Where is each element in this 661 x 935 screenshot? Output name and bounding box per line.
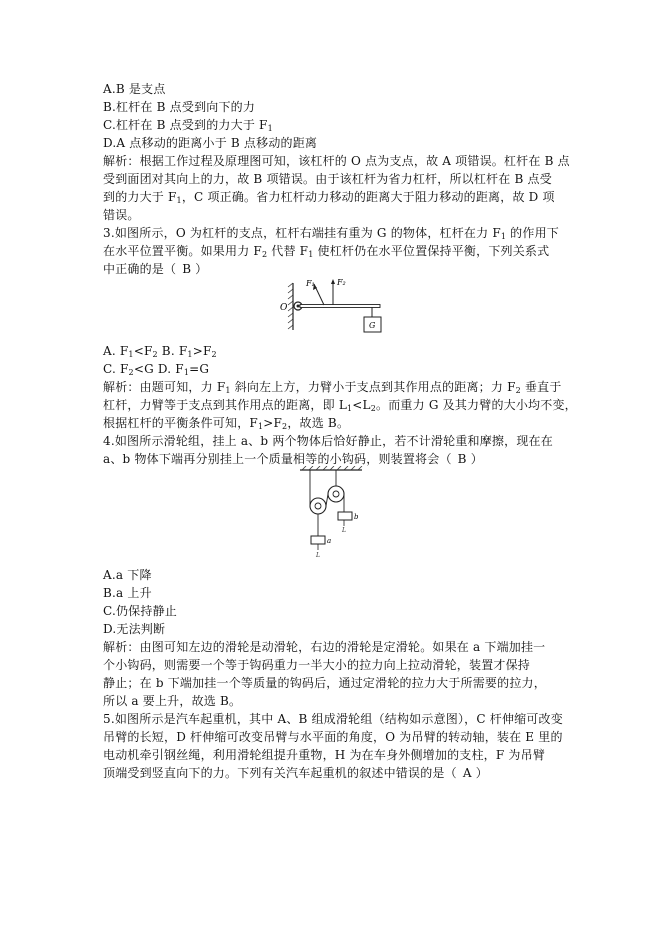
q5-answer: A [462,766,472,780]
q2-option-b: B.杠杆在 B 点受到向下的力 [103,100,256,114]
pivot-label: O [280,303,288,313]
q5-stem-line-2: 吊臂的长短，D 杆伸缩可改变吊臂与水平面的角度，O 为吊臂的转动轴，装在 E 里的 [103,730,563,744]
q3-options-cd: C. $F_2<G$ D. $F_1=G$ [103,362,210,377]
question-3-block [103,342,577,432]
weight-label: G [369,321,376,330]
q4-stem-line-2: a、b 物体下端再分别挂上一个质量相等的小钩码，则装置将会（ B ） [103,452,483,466]
q5-stem-line-4: 顶端受到竖直向下的力。下列有关汽车起重机的叙述中错误的是（ A ） [103,766,488,780]
q2-option-a: A.B 是支点 [103,82,166,96]
q4-option-a: A.a 下降 [103,568,152,582]
question-2-block [103,80,573,224]
weight-b-label: b [354,513,359,521]
svg-text:L: L [342,527,346,534]
question-5-stem [103,710,573,782]
q4-stem-line-1: 4.如图所示滑轮组，挂上 a、b 两个物体后恰好静止，若不计滑轮重和摩擦，现在在 [103,434,553,448]
q3-stem-line-3: 中正确的是（ B ） [103,262,208,276]
q3-analysis-line-2: 杠杆，力臂等于支点到其作用点的距离，即 $L_1<L_2$。而重力 G 及其力臂的大小均不变， [103,398,577,413]
weight-a-box [311,536,325,544]
q2-analysis-line-1: 解析：根据工作过程及原理图可知，该杠杆的 O 点为支点，故 A 项错误。杠杆在 B 点 [103,154,570,168]
q2-analysis-line-4: 错误。 [103,208,140,222]
q3-options-ab: A. $F_1<F_2$ B. $F_1>F_2$ [103,344,217,359]
q3-analysis-line-1: 解析：由题可知，力 $F_1$ 斜向左上方，力臂小于支点到其作用点的距离；力 $F_2$ 垂直于 [103,380,562,395]
q4-analysis-line-2: 个小钩码，则需要一个等于钩码重力一半大小的拉力向上拉动滑轮，装置才保持 [103,658,531,672]
f1-label: F₁ [306,279,315,288]
q4-option-b: B.a 上升 [103,586,152,600]
q3-stem-line-1: 3.如图所示，O 为杠杆的支点，杠杆右端挂有重为 G 的物体，杠杆在力 $F_1$ 的作用下 [103,226,559,241]
q2-analysis-line-2: 受到面团对其向上的力，故 B 项错误。由于该杠杆为省力杠杆，所以杠杆在 B 点受 [103,172,552,186]
q4-answer: B [457,452,467,466]
q5-stem-line-3: 电动机牵引钢丝绳，利用滑轮组提升重物，H 为在车身外侧增加的支柱，F 为吊臂 [103,748,546,762]
q4-option-c: C.仍保持静止 [103,604,177,618]
question-4-stem [103,432,573,468]
wall-hatching [288,283,293,329]
ceiling-hatching [302,466,362,470]
q2-analysis-line-3: 到的力大于 $F_1$，C 项正确。省力杠杆动力移动的距离大于阻力移动的距离，故 D 项 [103,190,555,205]
pulley-figure [296,466,366,562]
weight-a-label: a [327,537,332,545]
q5-stem-line-1: 5.如图所示是汽车起重机，其中 A、B 组成滑轮组（结构如示意图），C 杆伸缩可改变 [103,712,563,726]
q4-option-d: D.无法判断 [103,622,166,636]
q2-option-c: C.杠杆在 B 点受到的力大于 $F_1$ [103,118,273,133]
lever-figure [278,275,393,335]
q3-analysis-line-3: 根据杠杆的平衡条件可知，$F_1>F_2$，故选 B。 [103,416,350,431]
question-4-block [103,566,573,710]
question-3-stem [103,224,573,278]
q3-stem-line-2: 在水平位置平衡。如果用力 $F_2$ 代替 $F_1$ 使杠杆仍在水平位置保持平衡，下列关系式 [103,244,550,259]
svg-text:L: L [316,552,320,559]
q2-option-d: D.A 点移动的距离小于 B 点移动的距离 [103,136,318,150]
q4-analysis-line-4: 所以 a 要上升，故选 B。 [103,694,242,708]
f2-label: F₂ [337,278,346,287]
lever-bar [300,305,380,308]
weight-b-box [338,512,352,520]
q3-answer: B [182,262,192,276]
q4-analysis-line-3: 静止；在 b 下端加挂一个等质量的钩码后，通过定滑轮的拉力大于所需要的拉力， [103,676,546,690]
q4-analysis-line-1: 解析：由图可知左边的滑轮是动滑轮，右边的滑轮是定滑轮。如果在 a 下端加挂一 [103,640,546,654]
